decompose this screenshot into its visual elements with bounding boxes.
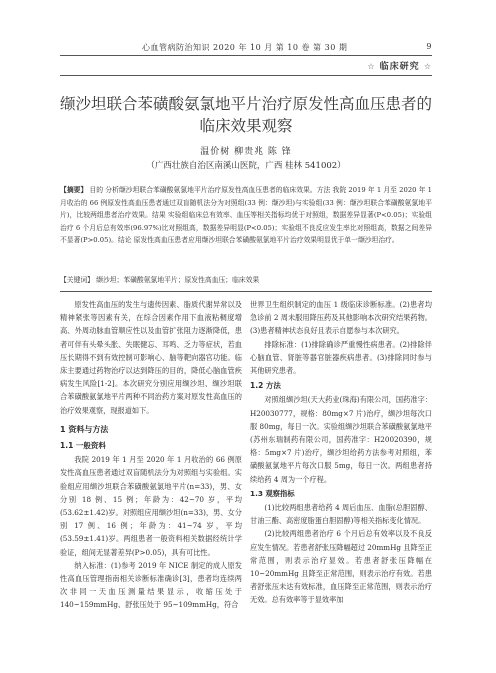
paragraph: (2)比较两组患者治疗 6 个月后总有效率以及不良反应发生情况。若患者舒张压降幅超过 20mmHg 且降至正常范围，则表示治疗显效。若患者舒张压降幅在 10~20mmHg 且降至正常范围，则表示治疗有效。若患者舒张压未达有效标准，血压降至正常范围，则表示治疗无效。总有效率等于显效率加 xyxy=(250,529,432,605)
section-label: 临床研究 xyxy=(379,62,420,72)
header-rule xyxy=(60,55,432,56)
abstract-text: 目的 分析缬沙坦联合苯磺酸氨氯地平片治疗原发性高血压患者的临床效果。方法 我院 2019 年 1 月至 2020 年 1 月收治的 66 例原发性高血压患者通过双盲随机法分为对照组(33 例：缬沙坦)与实验组(33 例：缬沙坦联合苯磺酸氨氯地平片)，比较两组患者治疗效果。结果 实验组临床总有效率、血压等相关指标均优于对照组，数据差异显著(P<0.05)；实验组治疗 6 个月后总有效率(96.97%)比对照组高，数据差异明显(P<0.05)；实验组不良反应发生率比对照组高，数据之间差异不显著(P>0.05)。结论 原发性高血压患者应用缬沙坦联合苯磺酸氨氯地平片治疗效果明显优于单一缬沙坦治疗。 xyxy=(60,186,432,245)
subsection-heading: 1.1 一般资料 xyxy=(60,441,106,451)
journal-issue-info: 心血管病防治知识 2020 年 10 月 第 10 卷 第 30 期 xyxy=(142,43,348,52)
paragraph: 纳入标准：(1)参考 2019 年 NICE 制定的成人原发性高血压管理指南相关诊断标准确诊[3]，患者均连续两次非同一天血压测量结果显示，收缩压处于 140~159mmHg、舒张压处于 95~109mmHg，符合 xyxy=(60,560,242,610)
keywords-text: 缬沙坦；苯磺酸氨氯地平片；原发性高血压；临床效果 xyxy=(96,276,260,284)
keywords xyxy=(60,274,432,286)
article-title xyxy=(60,93,432,137)
star-icon: ☆ xyxy=(367,62,376,71)
abstract-rule xyxy=(60,291,432,292)
section-rule xyxy=(60,75,432,76)
title-line-1: 缬沙坦联合苯磺酸氨氯地平片治疗原发性高血压患者的 xyxy=(60,95,433,113)
authors: 温价树 柳贵兆 陈 锋 xyxy=(200,147,292,157)
subsection-heading: 1.3 观察指标 xyxy=(250,488,295,498)
paragraph: 世界卫生组织制定的血压 1 级临床诊断标准。(2)患者均急诊前 2 周未服用降压药及其他影响本次研究结果药物。(3)患者精神状态良好且表示自愿参与本次研究。 xyxy=(250,300,432,336)
page-number: 9 xyxy=(426,42,432,51)
section-heading: 1 资料与方法 xyxy=(60,424,109,434)
running-header xyxy=(60,42,432,53)
section-tag xyxy=(367,59,432,72)
body-column-right xyxy=(250,298,432,607)
subsection-heading: 1.2 方法 xyxy=(250,381,281,391)
abstract-label: 【摘要】 xyxy=(60,186,88,194)
paragraph: 对照组缬沙坦(天大药业(珠海)有限公司，国药准字：H20030777，规格：80mg×7 片)治疗，缬沙坦每次口服 80mg，每日一次。实验组缬沙坦联合苯磺酸氨氯地平(苏州东瑞制药有限公司，国药准字：H20020390，规格：5mg×7 片)治疗，缬沙坦给药方法参考对照组，苯磺酸氨氯地平片每次口服 5mg，每日一次。两组患者持续给药 4 周为一个疗程。 xyxy=(250,395,432,484)
star-icon: ☆ xyxy=(423,62,432,71)
paragraph: (1)比较两组患者给药 4 周后血压、血脂(总胆固醇、甘油三酯、高密度脂蛋白胆固醇)等相关指标变化情况。 xyxy=(250,503,432,526)
paragraph: 我院 2019 年 1 月至 2020 年 1 月收治的 66 例原发性高血压患者通过双盲随机法分为对照组与实验组。实验组应用缬沙坦联合苯磺酸氨氯地平片(n=33)，男、女分别 18 例、15 例；年龄为：42~70 岁，平均(53.62±1.42)岁。对照组应用缬沙坦(n=33)，男、女分别 17 例、16 例；年龄为：41~74 岁，平均(53.59±1.41)岁。两组患者一般资料相关数据经统计学验证，组间无显著差异(P>0.05)，具有可比性。 xyxy=(60,455,242,557)
intro-paragraph: 原发性高血压的发生与遗传因素、脂质代谢异常以及精神紧张等因素有关，在综合因素作用下血液粘稠度增高、外周动脉血管顺应性以及血管扩张阻力逐渐降低，患者可伴有头晕头胀、失眠健忘、耳鸣、乏力等症状，若血压长期得不到有效控制可影响心、脑等靶向器官功能。临床主要通过药物治疗以达到降压的目的，降低心脑血管疾病发生风险[1-2]。本次研究分别应用缬沙坦、缬沙坦联合苯磺酸氨氯地平片两种不同治药方案对原发性高血压的治疗效果观察，现报道如下。 xyxy=(60,300,242,415)
body-column-left xyxy=(60,298,242,612)
abstract xyxy=(60,184,432,247)
keywords-label: 【关键词】 xyxy=(60,276,94,284)
affiliation: （广西壮族自治区南溪山医院，广西 桂林 541002） xyxy=(146,161,346,171)
paragraph: 排除标准：(1)排除确诊严重慢性病患者。(2)排除伴心脑血管、肾脏等器官脏器疾病患者。(3)排除同时参与其他研究患者。 xyxy=(250,339,432,376)
title-line-2: 临床效果观察 xyxy=(199,117,293,135)
